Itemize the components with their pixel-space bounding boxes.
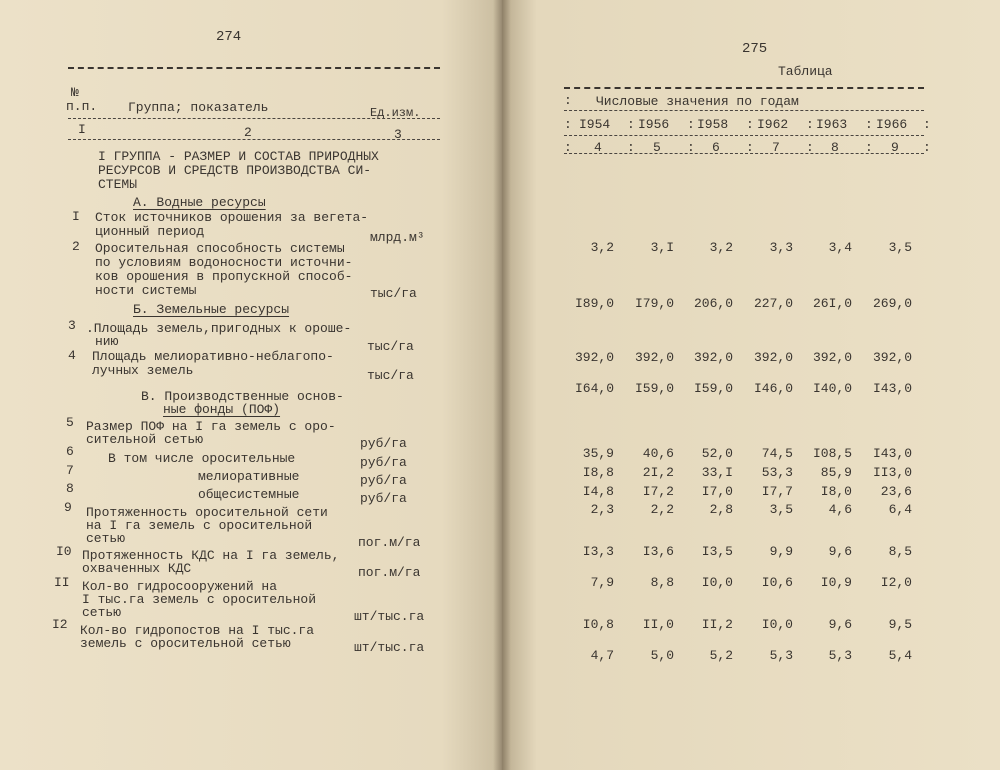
row-5-text-1: Размер ПОФ на I га земель с оро- (86, 419, 336, 434)
row-11-no: II (54, 575, 70, 590)
row-8-unit: руб/га (360, 491, 407, 506)
row-7-text-1: мелиоративные (198, 469, 300, 484)
right-header-top-rule (564, 87, 924, 89)
value-cell: II3,0 (872, 465, 912, 480)
value-cell: I89,0 (574, 296, 614, 311)
row-1-no: I (72, 209, 80, 224)
section-b-title: Б. Земельные ресурсы (133, 302, 290, 317)
header-separator: : (564, 140, 572, 155)
value-cell: I0,0 (761, 617, 793, 632)
row-4-text-2: лучных земель (92, 363, 194, 378)
value-cell: 2,8 (709, 502, 733, 517)
header-separator: : (564, 117, 572, 132)
value-cell: 53,3 (761, 465, 793, 480)
row-9-no: 9 (64, 500, 72, 515)
row-10-text-1: Протяженность КДС на I га земель, (82, 548, 340, 563)
row-6-text-1: В том числе оросительные (108, 451, 296, 466)
value-cell: 8,8 (650, 575, 674, 590)
value-cell: 5,0 (650, 648, 674, 663)
right-page (502, 0, 1000, 770)
row-11-text-2: I тыс.га земель с оросительной (82, 592, 317, 607)
value-cell: 227,0 (753, 296, 793, 311)
header-title: Числовые значения по годам (596, 94, 799, 109)
header-colon-left: : (564, 93, 572, 108)
value-cell: 9,6 (828, 544, 852, 559)
row-2-unit: тыс/га (370, 286, 417, 301)
row-2-no: 2 (72, 239, 80, 254)
row-5-unit: руб/га (360, 436, 407, 451)
value-cell: I0,6 (761, 575, 793, 590)
value-cell: I08,5 (812, 446, 852, 461)
year-header-I956: I956 (638, 117, 670, 132)
value-cell: I59,0 (634, 381, 674, 396)
value-cell: 206,0 (693, 296, 733, 311)
value-cell: I43,0 (872, 446, 912, 461)
row-4-unit: тыс/га (367, 368, 414, 383)
page-number-right: 275 (742, 41, 768, 57)
row-3-text-1: .Площадь земель,пригодных к ороше- (86, 321, 352, 336)
header-col-no: № (71, 85, 79, 100)
value-cell: 5,3 (769, 648, 793, 663)
column-number-9: 9 (891, 140, 899, 155)
value-cell: I2,0 (880, 575, 912, 590)
row-9-text-1: Протяженность оросительной сети (86, 505, 328, 520)
header-num-1: I (78, 122, 86, 137)
value-cell: 5,2 (709, 648, 733, 663)
value-cell: II,0 (642, 617, 674, 632)
row-8-no: 8 (66, 481, 74, 496)
row-12-text-1: Кол-во гидропостов на I тыс.га (80, 623, 315, 638)
header-mid-rule (68, 118, 440, 119)
row-2-text-2: по условиям водоносности источни- (95, 255, 353, 270)
value-cell: 392,0 (812, 350, 852, 365)
value-cell: 4,6 (828, 502, 852, 517)
header-col-no-sub: п.п. (66, 99, 98, 114)
row-11-text-1: Кол-во гидросооружений на (82, 579, 278, 594)
header-separator: : (746, 117, 754, 132)
section-a-title: А. Водные ресурсы (133, 195, 266, 210)
value-cell: I3,6 (642, 544, 674, 559)
value-cell: 9,6 (828, 617, 852, 632)
row-3-unit: тыс/га (367, 339, 414, 354)
header-separator: : (627, 140, 635, 155)
value-cell: 9,5 (888, 617, 912, 632)
row-1-unit: млрд.м³ (370, 230, 425, 245)
value-cell: I0,8 (582, 617, 614, 632)
value-cell: 3,2 (590, 240, 614, 255)
section-v-title-1: В. Производственные основ- (141, 389, 344, 404)
year-header-I966: I966 (876, 117, 908, 132)
row-5-text-2: сительной сетью (86, 432, 204, 447)
value-cell: 3,2 (709, 240, 733, 255)
value-cell: 392,0 (753, 350, 793, 365)
row-9-unit: пог.м/га (358, 535, 421, 550)
row-11-text-3: сетью (82, 605, 122, 620)
row-10-no: I0 (56, 544, 72, 559)
book-gutter (493, 0, 511, 770)
value-cell: 85,9 (820, 465, 852, 480)
value-cell: I8,8 (582, 465, 614, 480)
row-6-unit: руб/га (360, 455, 407, 470)
value-cell: 392,0 (574, 350, 614, 365)
row-3-no: 3 (68, 318, 76, 333)
row-2-text-4: ности системы (95, 283, 197, 298)
value-cell: 3,4 (828, 240, 852, 255)
value-cell: 35,9 (582, 446, 614, 461)
value-cell: I59,0 (693, 381, 733, 396)
column-number-5: 5 (653, 140, 661, 155)
header-col-group: Группа; показатель (128, 100, 269, 115)
row-6-no: 6 (66, 444, 74, 459)
row-4-text-1: Площадь мелиоративно-неблагопо- (92, 349, 334, 364)
header-separator: : (746, 140, 754, 155)
value-cell: 392,0 (872, 350, 912, 365)
column-number-6: 6 (712, 140, 720, 155)
header-separator: : (687, 140, 695, 155)
row-8-text-1: общесистемные (198, 487, 300, 502)
row-5-no: 5 (66, 415, 74, 430)
header-separator: : (923, 117, 931, 132)
value-cell: I46,0 (753, 381, 793, 396)
value-cell: 9,9 (769, 544, 793, 559)
value-cell: 52,0 (701, 446, 733, 461)
value-cell: 40,6 (642, 446, 674, 461)
group-title-line-3: СТЕМЫ (98, 177, 138, 192)
row-12-unit: шт/тыс.га (354, 640, 425, 655)
value-cell: 26I,0 (812, 296, 852, 311)
column-number-7: 7 (772, 140, 780, 155)
year-header-I963: I963 (816, 117, 848, 132)
row-4-no: 4 (68, 348, 76, 363)
row-10-text-2: охваченных КДС (82, 561, 192, 576)
value-cell: 7,9 (590, 575, 614, 590)
row-12-no: I2 (52, 617, 68, 632)
value-cell: 269,0 (872, 296, 912, 311)
row-1-text-2: ционный период (95, 224, 205, 239)
group-title-line-1: I ГРУППА - РАЗМЕР И СОСТАВ ПРИРОДНЫХ (98, 149, 379, 164)
header-separator: : (865, 117, 873, 132)
value-cell: 23,6 (880, 484, 912, 499)
value-cell: I7,7 (761, 484, 793, 499)
column-number-4: 4 (594, 140, 602, 155)
header-num-3: 3 (394, 127, 402, 142)
value-cell: I40,0 (812, 381, 852, 396)
row-2-text-1: Оросительная способность системы (95, 241, 345, 256)
value-cell: I64,0 (574, 381, 614, 396)
header-separator: : (923, 140, 931, 155)
value-cell: I43,0 (872, 381, 912, 396)
row-10-unit: пог.м/га (358, 565, 421, 580)
header-separator: : (806, 140, 814, 155)
row-9-text-3: сетью (86, 531, 126, 546)
year-header-I958: I958 (697, 117, 729, 132)
value-cell: I7,0 (701, 484, 733, 499)
column-number-8: 8 (831, 140, 839, 155)
year-header-I962: I962 (757, 117, 789, 132)
page-number-left: 274 (216, 29, 242, 45)
row-7-no: 7 (66, 463, 74, 478)
value-cell: 3,3 (769, 240, 793, 255)
value-cell: 392,0 (634, 350, 674, 365)
value-cell: I3,3 (582, 544, 614, 559)
value-cell: 3,5 (769, 502, 793, 517)
value-cell: 2I,2 (642, 465, 674, 480)
value-cell: 392,0 (693, 350, 733, 365)
value-cell: 5,3 (828, 648, 852, 663)
value-cell: 74,5 (761, 446, 793, 461)
value-cell: 4,7 (590, 648, 614, 663)
header-bottom-rule (68, 139, 440, 140)
value-cell: 6,4 (888, 502, 912, 517)
value-cell: I4,8 (582, 484, 614, 499)
value-cell: 3,5 (888, 240, 912, 255)
value-cell: 2,2 (650, 502, 674, 517)
table-label: Таблица (778, 64, 833, 79)
group-title-line-2: РЕСУРСОВ И СРЕДСТВ ПРОИЗВОДСТВА СИ- (98, 163, 372, 178)
row-11-unit: шт/тыс.га (354, 609, 425, 624)
value-cell: I3,5 (701, 544, 733, 559)
section-v-title-2: ные фонды (ПОФ) (163, 402, 281, 417)
row-12-text-2: земель с оросительной сетью (80, 636, 291, 651)
row-7-unit: руб/га (360, 473, 407, 488)
value-cell: 8,5 (888, 544, 912, 559)
header-separator: : (806, 117, 814, 132)
value-cell: 33,I (701, 465, 733, 480)
right-header-mid-rule (564, 110, 924, 111)
header-separator: : (627, 117, 635, 132)
header-separator: : (865, 140, 873, 155)
year-header-I954: I954 (579, 117, 611, 132)
row-3-text-2: нию (95, 334, 119, 349)
header-col-unit: Ед.изм. (370, 106, 421, 120)
value-cell: 2,3 (590, 502, 614, 517)
header-separator: : (687, 117, 695, 132)
value-cell: I0,0 (701, 575, 733, 590)
row-2-text-3: ков орошения в пропускной способ- (95, 269, 353, 284)
value-cell: I7,2 (642, 484, 674, 499)
value-cell: I8,0 (820, 484, 852, 499)
value-cell: 3,I (650, 240, 674, 255)
value-cell: II,2 (701, 617, 733, 632)
header-num-2: 2 (244, 125, 252, 140)
value-cell: 5,4 (888, 648, 912, 663)
header-top-rule (68, 67, 440, 69)
row-9-text-2: на I га земель с оросительной (86, 518, 313, 533)
row-1-text-1: Сток источников орошения за вегета- (95, 210, 369, 225)
value-cell: I79,0 (634, 296, 674, 311)
value-cell: I0,9 (820, 575, 852, 590)
right-header-rule-2 (564, 135, 924, 136)
